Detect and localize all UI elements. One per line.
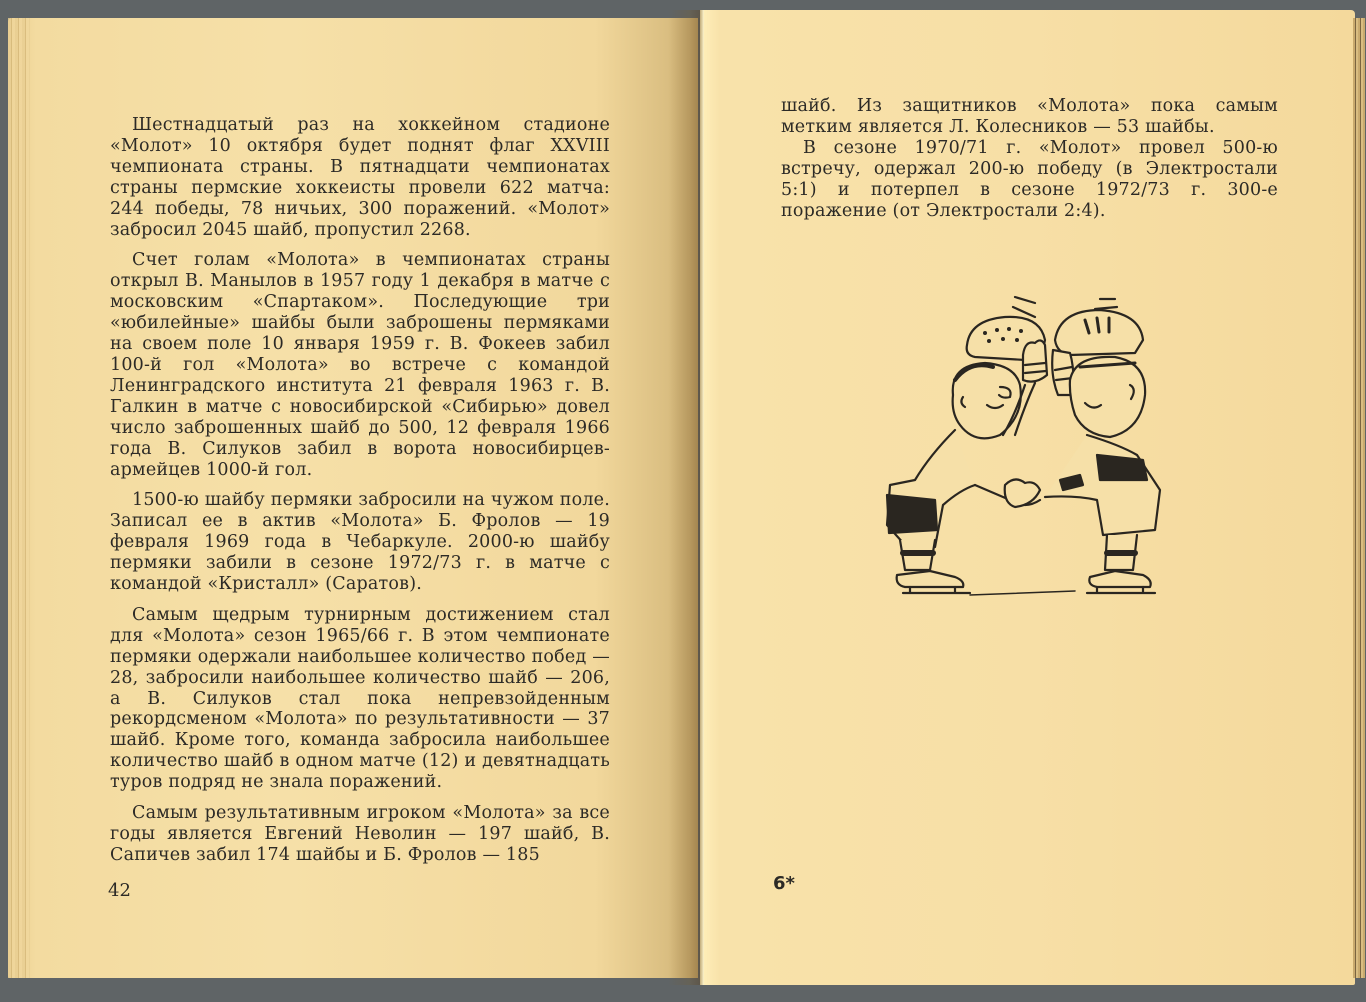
- paragraph: Шестнадцатый раз на хоккейном стадионе «Молот» 10 октября будет поднят флаг XXVIII чемпионата страны. В пятнадцати чемпионатах страны пермские хоккеисты провели 622 матча: 244 победы, 78 ничьих, 300 поражений. «Молот» забросил 2045 шайб, пропустил 2268.: [110, 115, 610, 240]
- page-number-right: 6*: [773, 873, 795, 894]
- paragraph: шайб. Из защитников «Молота» пока самым метким является Л. Колесников — 53 шайбы.: [781, 96, 1278, 137]
- paragraph: 1500-ю шайбу пермяки забросили на чужом поле. Записал ее в актив «Молота» Б. Фролов — 19 февраля 1969 года в Чебаркуле. 2000-ю шайбу пермяки забили в сезоне 1972/73 г. в матче с командой «Кристалл» (Саратов).: [110, 490, 610, 595]
- right-page-text: [781, 96, 1278, 221]
- paragraph: Самым щедрым турнирным достижением стал для «Молота» сезон 1965/66 г. В этом чемпионате пермяки одержали наибольшее количество побед — 28, забросили наибольшее количество шайб — 206, а В. Силуков стал пока непревзойденным рекордсменом «Молота» по результативности — 37 шайб. Кроме того, команда забросила наибольшее количество шайб в одном матче (12) и девятнадцать туров подряд не знала поражений.: [110, 604, 610, 793]
- paragraph: В сезоне 1970/71 г. «Молот» провел 500-ю встречу, одержал 200-ю победу (в Электростали 5:1) и потерпел в сезоне 1972/73 г. 300-е поражение (от Электростали 2:4).: [781, 137, 1278, 221]
- paragraph: Счет голам «Молота» в чемпионатах страны открыл В. Манылов в 1957 году 1 декабря в матче с московским «Спартаком». Последующие три «юбилейные» шайбы были заброшены пермяками на своем поле 10 января 1959 г. В. Фокеев забил 100-й гол «Молота» во встрече с командой Ленинградского института 21 февраля 1963 г. В. Галкин в матче с новосибирской «Сибирью» довел число заброшенных шайб до 500, 12 февраля 1966 года В. Силуков забил в ворота новосибирцев-армейцев 1000-й гол.: [110, 250, 610, 480]
- left-page-text: [110, 115, 610, 876]
- page-number-left: 42: [108, 880, 131, 901]
- hockey-players-illustration: [875, 285, 1185, 605]
- paragraph: Самым результативным игроком «Молота» за все годы является Евгений Неволин — 197 шайб, В. Сапичев забил 174 шайбы и Б. Фролов — 185: [110, 803, 610, 865]
